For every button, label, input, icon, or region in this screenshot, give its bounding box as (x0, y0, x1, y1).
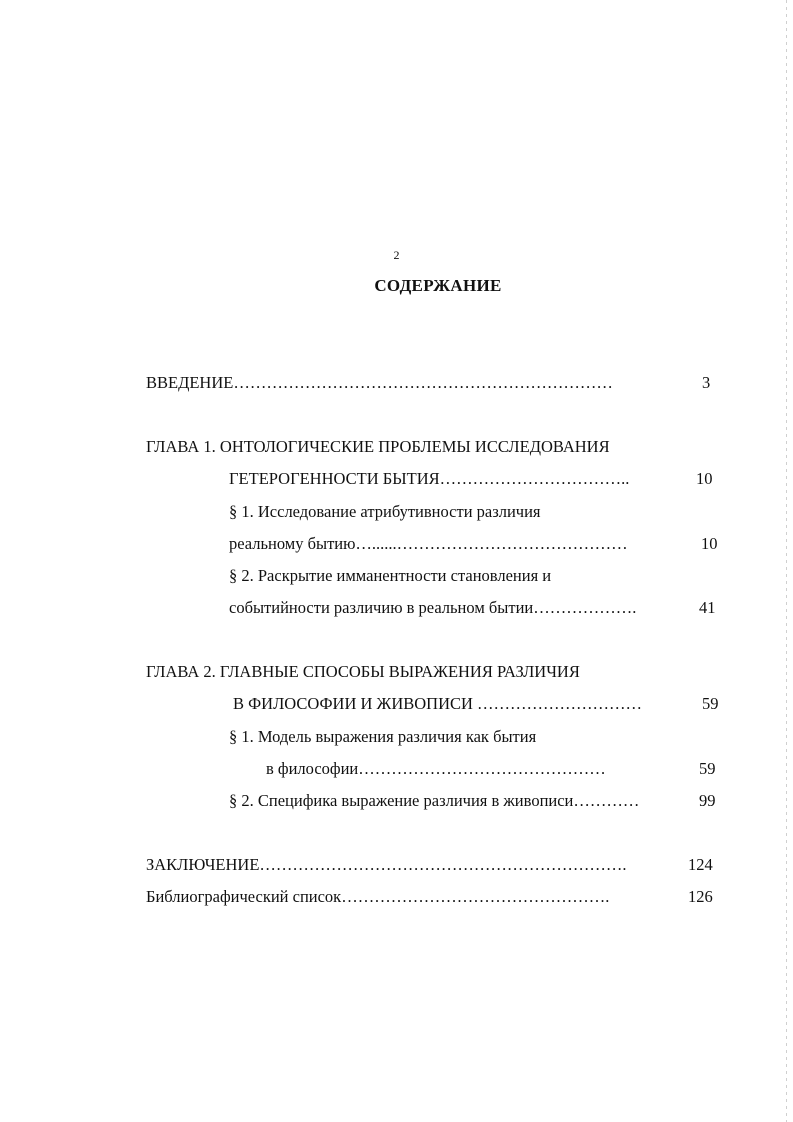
scan-edge-line (786, 0, 787, 1122)
toc-ch1-section2-page: 41 (699, 598, 716, 617)
toc-entry-intro (146, 373, 613, 393)
toc-chapter1-heading: ГЛАВА 1. ОНТОЛОГИЧЕСКИЕ ПРОБЛЕМЫ ИССЛЕДОВАНИЯ (146, 437, 610, 456)
toc-ch2-section1-title: § 1. Модель выражения различия как бытия (229, 727, 537, 746)
toc-page-conclusion: 124 (688, 855, 713, 874)
toc-page-bibliography: 126 (688, 887, 713, 906)
toc-chapter2-heading-cont: В ФИЛОСОФИИ И ЖИВОПИСИ ………………………… (233, 694, 643, 713)
toc-chapter1-page: 10 (696, 469, 713, 488)
toc-ch1-section1-title-cont: реальному бытию…......…………………………………… (229, 534, 628, 553)
toc-page-intro (702, 373, 710, 393)
page-number: 2 (393, 248, 400, 262)
toc-entry-conclusion: ЗАКЛЮЧЕНИЕ…………………………………………………………. (146, 855, 627, 874)
toc-ch1-section1-page: 10 (701, 534, 718, 553)
toc-entry-bibliography: Библиографический список…………………………………………. (146, 887, 610, 906)
toc-chapter1-heading-cont: ГЕТЕРОГЕННОСТИ БЫТИЯ…………………………….. (229, 469, 630, 488)
toc-ch1-section1-title: § 1. Исследование атрибутивности различия (229, 502, 541, 521)
toc-ch1-section2-title: § 2. Раскрытие имманентности становления и (229, 566, 552, 585)
toc-page-number: 3 (702, 373, 711, 392)
toc-ch2-section2-page: 99 (699, 791, 716, 810)
toc-ch1-section2-title-cont: событийности различию в реальном бытии………………. (229, 598, 637, 617)
toc-chapter2-page: 59 (702, 694, 719, 713)
toc-chapter2-heading: ГЛАВА 2. ГЛАВНЫЕ СПОСОБЫ ВЫРАЖЕНИЯ РАЗЛИЧИЯ (146, 662, 580, 681)
toc-title: СОДЕРЖАНИЕ (374, 276, 502, 295)
toc-ch2-section1-title-cont: в философии……………………………………… (266, 759, 606, 778)
toc-ch2-section1-page: 59 (699, 759, 716, 778)
toc-entry-text: ВВЕДЕНИЕ…………………………………………………………… (146, 373, 613, 392)
toc-ch2-section2-title: § 2. Специфика выражение различия в живописи………… (229, 791, 640, 810)
